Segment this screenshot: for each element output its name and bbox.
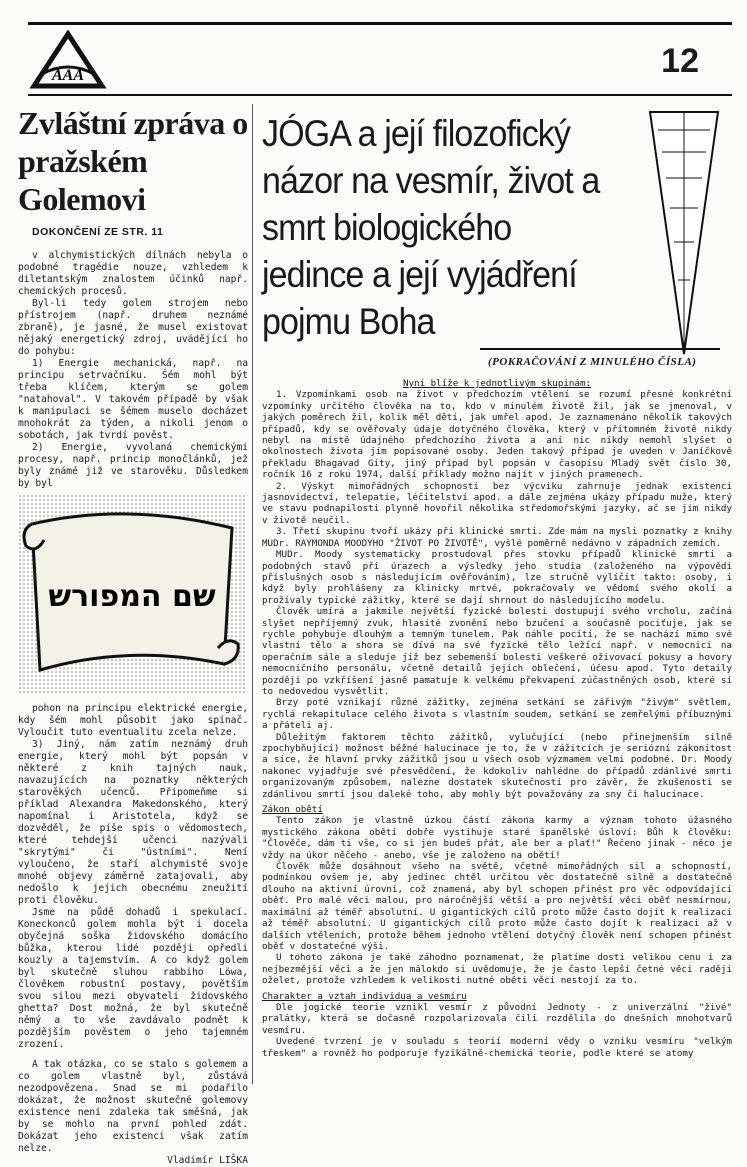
paragraph: 3. Třetí skupinu tvoří ukázy při klinické smrti. Zde mám na mysli poznatky z knihy MUDr. RAYMONDA MOODYHO "ŽIVOT PO ŽIVOTĚ", vyšlé poměrně nedávno v západních zemích. xyxy=(262,526,732,549)
header-rule xyxy=(28,94,732,96)
top-rule xyxy=(28,22,732,25)
title-underline xyxy=(480,348,720,350)
intro-line: Nyní blíže k jednotlivým skupinám: xyxy=(402,378,592,389)
paragraph: MUDr. Moody systematicky prostudoval přes stovku případů klinické smrti a podobných stavů při úrazech a výsledky jeho studia (založeného na výpovědi příslušných osob s následujícím ověřováním), lze stručně vylíčit takto: osoby, i když byly prohlášeny za klinicky mrtvé, pokračovaly ve vědomí svého okolí a prožívaly typické zážitky, které se dají shrnout do následujícího modelu. xyxy=(262,549,732,606)
golem-text-1 xyxy=(18,250,248,490)
paragraph: v alchymistických dílnách nebyla o podobné tragédie nouze, vzhledem k diletantským znalostem účinků např. chemických procesů. xyxy=(18,250,248,297)
paragraph: Tento zákon je vlastně úzkou částí zákona karmy a význam tohoto úžasného mystického zákona obětí dobře vystihuje staré španělské úsloví: Bůh k člověku: "Člověče, dám ti vše, co si jen budeš přát, ale ber a plať!" Řečeno jinak - něco je vždy na úkor něčeho - anebo, vše je založeno na obětí! xyxy=(262,815,732,861)
scroll-illustration xyxy=(18,494,246,694)
section-heading: Charakter a vztah individua a vesmíru xyxy=(262,990,467,1002)
paragraph: Uvedené tvrzení je v souladu s teorií moderní vědy o vzniku vesmíru "velkým třeskem" a rovněž ho podporuje fyzikálně-chemická teorie, podle které se atomy xyxy=(262,1036,732,1059)
paragraph: Důležitým faktorem těchto zážitků, vylučující (nebo přinejmenším silně zpochybňující) možnost běžné halucinace je to, že v zážitcích je seriózní zákonitost a sice, že hlavní prvky zážitků jsou u všech osob výzmamem velmi podobné. Dr. Moody nakonec vyjadřuje své přesvědčení, že kdokoliv nahlédne do případů zdánlivé smrti organizovaným způsobem, nalezne dostatek skutečností pro závěr, že zkušenosti se zdánlivou smrtí jsou daleké toho, aby mohly být považovány za sny či halucinace. xyxy=(262,731,732,800)
paragraph: 3) Jiný, nám zatím neznámý druh energie, který mohl být popsán v některé z knih tajných nauk, navazujících na poznatky některých starověkých učenců. Připomeňme si příklad Alexandra Makedonského, který napomínal i Aristotela, když se dozvěděl, že píše spis o vědomostech, které tehdejší učenci nazývali "skrytými" či "ústními". Není vyloučeno, že staří alchymisté svoje mnohé objevy záměrně zatajovali, aby nedošlo k jejich obecnému zneužití proti člověku. xyxy=(18,739,248,906)
paragraph: Brzy poté vznikají různé zážitky, zejména setkání se zářivým "živým" světlem, rychlá rekapitulace celého života s vlastním soudem, setkání se zemřelými příbuznými a přáteli aj. xyxy=(262,697,732,732)
paragraph: A tak otázka, co se stalo s golemem a co golem vlastně byl, zůstává nezodpovězena. Snad se mi podařilo dokázat, že možnost skutečné golemovy existence není zdaleka tak směšná, jak by se mohlo na první pohled zdát. Dokázat jeho existenci však zatím nelze. xyxy=(18,1059,248,1154)
paragraph: 2. Výskyt mimořádných schopností bez výcviku zahrnuje jednak existenci jasnovidectví, telepatie, léčitelství apod. a dále zejména ukázy případu muže, který ve stavu podnapilosti plynně hovořil několika středomořskými jazyky, ač se jim nikdy v životě neučil. xyxy=(262,480,732,526)
cone-illustration xyxy=(648,108,720,358)
golem-title: Zvláštní zpráva o pražském Golemovi xyxy=(18,105,248,217)
paragraph: 1. Vzpomínkami osob na život v předchozím vtělení se rozumí přesné konkrétní vzpomínky určitého člověka na to, kdo v minulém životě žil, jak se jmenoval, v jakých poměrech žil, kolik měl dětí, jak umřel apod. Je zaznamenáno několik takových případů, kdy se ověřovaly údaje dotyčného člověka, který v přítomném životě nikdy nebyl na místě údajného předchozího života a ani nic nikdy nemohl slyšet o okolnostech života jím popisované osoby. Jeden takový případ je uveden v Janíčkově překladu Bhagavad Gíty, jiný případ byl popsán v časopisu Mladý svět číslo 30, ročník 16 z roku 1974, další příklady možno najít v jiných pramenech. xyxy=(262,389,732,481)
golem-article xyxy=(12,104,248,1167)
paragraph: pohon na principu elektrické energie, kdy šém mohl působit jako spínač. Vyloučit tuto eventualitu zcela nelze. xyxy=(18,703,248,738)
joga-text xyxy=(262,378,732,1059)
column-divider xyxy=(252,104,253,1084)
continued-from: DOKONČENÍ ZE STR. 11 xyxy=(32,226,164,238)
hebrew-caption: שם המפורש xyxy=(48,579,216,614)
continued-from-previous: (POKRAČOVÁNÍ Z MINULÉHO ČÍSLA) xyxy=(488,356,697,368)
logo-text: AAA xyxy=(51,67,85,84)
page-number: 12 xyxy=(661,42,699,80)
golem-text-2 xyxy=(18,703,248,1167)
paragraph: Člověk může dosáhnout všeho na světě, včetně mimořádných sil a schopností, podmínkou ovšem je, aby jedinec chtěl určitou věc dostatečně silně a dostatečně dlouho na aktivní úrovni, což znamená, aby byl schopen přinést pro věc odpovídající oběť. Pro malé věci malou, pro náročnější větší a pro největší věci oběť nesmírnou, maximální až téměř absolutní. U gigantických cílů proto může často dojít k realizaci až téměř absolutní. U gigantických cílů proto může často dojít k realizaci až v dalších vtěleních, protože během jednoho vtělení dotyčný člověk není schopen přinést oběť v dostatečné výši. xyxy=(262,861,732,952)
section-heading: Zákon obětí xyxy=(262,804,323,816)
joga-title: JÓGA a její filozofický názor na vesmír, život a smrt biologického jedince a její vyjádření pojmu Boha xyxy=(262,113,600,342)
author-signature: Vladimír LIŠKA xyxy=(167,1155,248,1166)
paragraph: Byl-li tedy golem strojem nebo přístrojem (např. druhem neznámé zbraně), je jasné, že musel existovat nějaký energetický zdroj, uvádějící ho do pohybu: xyxy=(18,298,248,357)
paragraph: 2) Energie, vyvolaná chemickými procesy, např. princip monočlánků, jež byly známé již ve starověku. Důsledkem by byl xyxy=(18,442,248,489)
paragraph: Člověk umírá a jakmile největší fyzické bolesti dostupují svého vrcholu, začíná slyšet nepříjemný zvuk, hlasité zvonění nebo bzučení a současně pociťuje, jak se rychle pohybuje dlouhým a temným tunelem. Pak náhle pocítí, že se nachází mimo své vlastní tělo a shora se dívá na své fyzické tělo ležící např. v nemocnici na operačním sále a sleduje již bez sebemenší bolesti veškeré oživovací pokusy a hovory nemocničního personálu, včetně detailů jejich oblečení, účesu apod. Tyto detaily později po vzkříšení jasně pamatuje k velkému překvapení zúčastněných osob, které si to nedovedou vysvětlit. xyxy=(262,606,732,697)
paragraph: Jsme na půdě dohadů i spekulací. Koneckonců golem mohla být i docela obyčejná soška židovského domácího bůžka, kterou lidé později opředli kouzly a tajemstvím. A co když golem byl skutečně sluhou rabbiho Löwa, člověkem robustní postavy, povětším svou silou mezi obyvateli židovského ghetta? Dost možná, že byl skutečně němý a to vše zavdávalo podnět k pozdějším pověstem o jeho tajemném zrození. xyxy=(18,907,248,1050)
paragraph: 1) Energie mechanická, např. na principu setrvačníku. Šém mohl být třeba klíčem, kterým se golem "natahoval". V takovém případě by však k manipulaci se šémem muselo docházet mnohokrát za týden, a nikoli jenom o sobotách, jak tvrdí pověst. xyxy=(18,358,248,441)
paragraph: Dle jogické teorie vznikl vesmír z původní Jednoty - z univerzální "živé" pralátky, která se dočasně rozpolarizovala čili rozdělila do dnešních mnohotvarů vesmíru. xyxy=(262,1001,732,1036)
paragraph: U tohoto zákona je také záhodno poznamenat, že platíme dosti velikou cenu i za nejbezmější věci a že jen málokdo si uvědomuje, že je často lepší četné věci raději oželet, protože vzhledem k velikosti nutné oběti věci nestojí za to. xyxy=(262,952,732,987)
magazine-logo xyxy=(28,30,108,90)
